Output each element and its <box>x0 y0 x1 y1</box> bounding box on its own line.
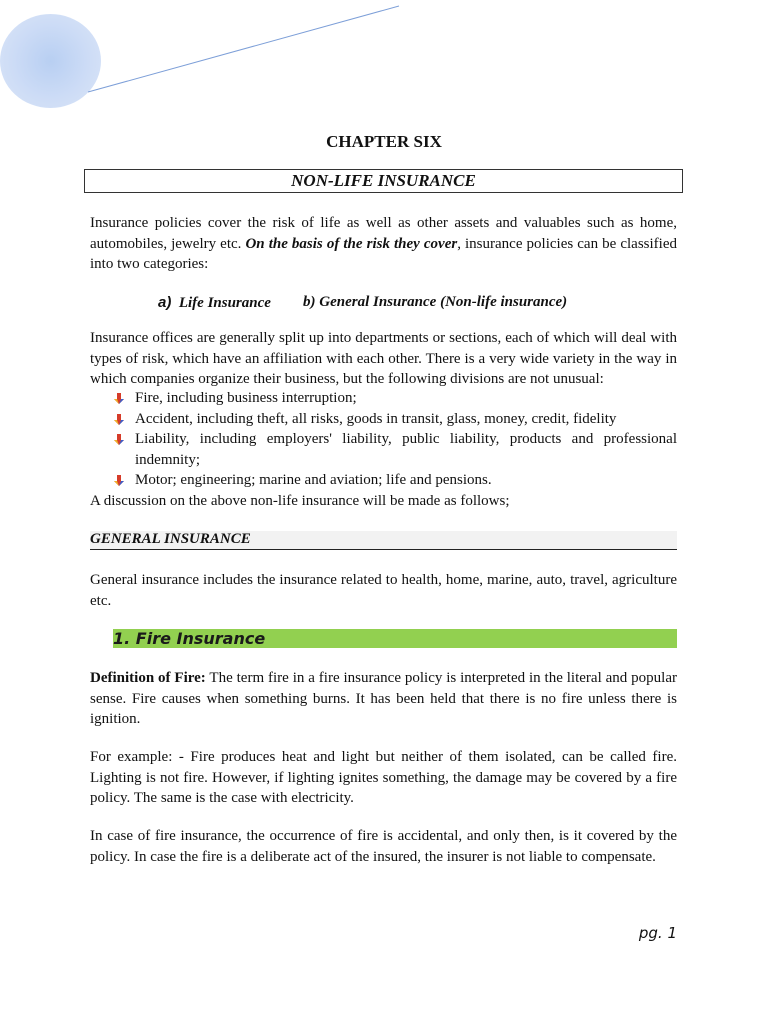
intro-emphasis: On the basis of the risk they cover <box>245 235 458 252</box>
general-insurance-heading: GENERAL INSURANCE <box>90 531 677 550</box>
case-paragraph: In case of fire insurance, the occurrence of fire is accidental, and only then, is it covered by the policy. In case the fire is a deliberate act of the insured, the insurer is not liable to compensate. <box>90 828 677 865</box>
definition-paragraph: Definition of Fire: The term fire in a fire insurance policy is interpreted in the literal and popular sense. Fire causes when something burns. It has been held that there is no fire unless there is ignition. <box>90 670 677 727</box>
category-b: b) General Insurance (Non-life insurance) <box>303 294 568 310</box>
list-item: Fire, including business interruption; <box>113 388 677 409</box>
page-title: NON-LIFE INSURANCE <box>84 169 683 193</box>
list-item: Liability, including employers' liability, public liability, products and professional indemnity; <box>113 429 677 470</box>
page-number: pg. 1 <box>638 924 677 942</box>
list-item: Accident, including theft, all risks, goods in transit, glass, money, credit, fidelity <box>113 409 677 430</box>
arrow-down-bullet-icon <box>113 434 125 446</box>
intro-paragraph: Insurance policies cover the risk of life as well as other assets and valuables such as home, automobiles, jewelry etc. On the basis of the risk they cover, insurance policies can be classified into two categories: <box>90 215 677 272</box>
divisions-list <box>113 388 677 491</box>
departments-paragraph: Insurance offices are generally split up into departments or sections, each of which will deal with types of risk, which have an affiliation with each other. There is a very wide variety in the way in which companies organize their business, but the following divisions are not unusual: <box>90 330 677 387</box>
decorative-line <box>0 0 768 120</box>
category-a: a) Life Insurance <box>158 294 271 311</box>
arrow-down-bullet-icon <box>113 414 125 426</box>
general-insurance-paragraph: General insurance includes the insurance related to health, home, marine, auto, travel, agriculture etc. <box>90 572 677 609</box>
chapter-heading: CHAPTER SIX <box>326 132 442 151</box>
definition-label: Definition of Fire: <box>90 670 206 686</box>
list-item: Motor; engineering; marine and aviation; life and pensions. <box>113 470 677 491</box>
example-paragraph: For example: - Fire produces heat and light but neither of them isolated, can be called fire. Lighting is not fire. However, if lighting ignites something, the damage may be covered by a fire policy. The same is the case with electricity. <box>90 749 677 806</box>
fire-insurance-heading: 1. Fire Insurance <box>113 629 677 648</box>
arrow-down-bullet-icon <box>113 475 125 487</box>
arrow-down-bullet-icon <box>113 393 125 405</box>
discussion-line: A discussion on the above non-life insurance will be made as follows; <box>90 493 510 509</box>
